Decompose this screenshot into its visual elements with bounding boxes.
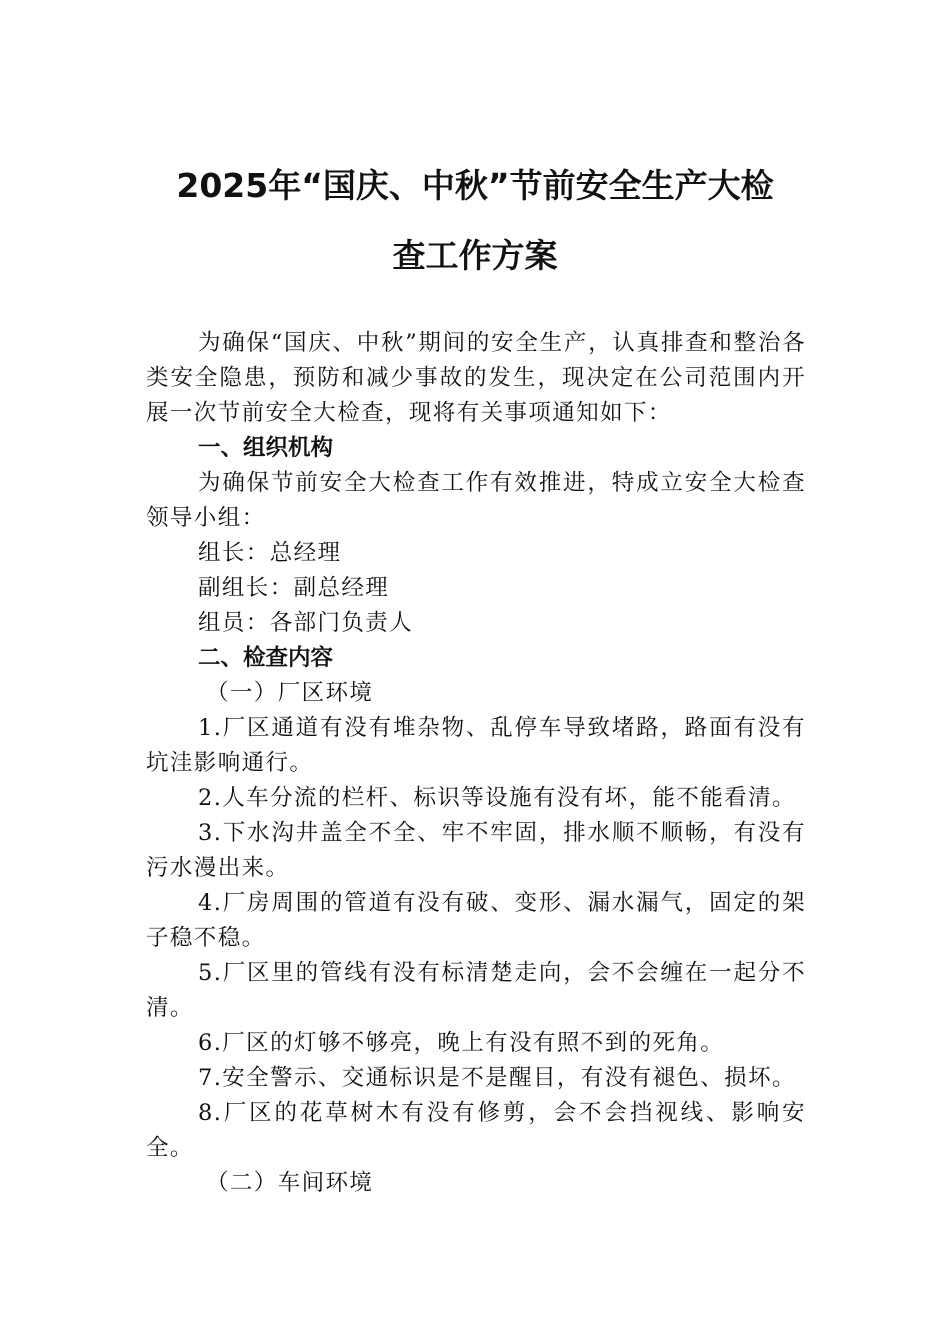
list-item: 3.下水沟井盖全不全、牢不牢固，排水顺不顺畅，有没有污水漫出来。 — [146, 820, 806, 881]
deputy-leader-line: 副组长：副总经理 — [198, 575, 390, 601]
document-title-line2: 查工作方案 — [392, 236, 558, 275]
document-title-line1: 2025年“国庆、中秋”节前安全生产大检 — [176, 166, 774, 205]
section-heading-organization: 一、组织机构 — [198, 435, 334, 461]
intro-paragraph: 为确保“国庆、中秋”期间的安全生产，认真排查和整治各类安全隐患，预防和减少事故的发生，现决定在公司范围内开展一次节前安全大检查，现将有关事项通知如下： — [146, 330, 806, 426]
leader-line: 组长：总经理 — [198, 540, 342, 566]
list-item: 6.厂区的灯够不够亮，晚上有没有照不到的死角。 — [198, 1030, 725, 1056]
list-item: 5.厂区里的管线有没有标清楚走向，会不会缠在一起分不清。 — [146, 960, 806, 1021]
list-item: 4.厂房周围的管道有没有破、变形、漏水漏气，固定的架子稳不稳。 — [146, 890, 806, 951]
list-item: 2.人车分流的栏杆、标识等设施有没有坏，能不能看清。 — [198, 785, 796, 811]
section-heading-inspection: 二、检查内容 — [198, 645, 334, 671]
list-item: 7.安全警示、交通标识是不是醒目，有没有褪色、损坏。 — [198, 1065, 796, 1091]
organization-paragraph: 为确保节前安全大检查工作有效推进，特成立安全大检查领导小组： — [146, 470, 806, 531]
subsection-plant-environment: （一）厂区环境 — [206, 680, 374, 706]
list-item: 8.厂区的花草树木有没有修剪，会不会挡视线、影响安全。 — [146, 1100, 806, 1161]
members-line: 组员：各部门负责人 — [198, 610, 414, 636]
list-item: 1.厂区通道有没有堆杂物、乱停车导致堵路，路面有没有坑洼影响通行。 — [146, 715, 806, 776]
document-body — [146, 326, 806, 1201]
subsection-workshop-environment: （二）车间环境 — [206, 1170, 374, 1196]
